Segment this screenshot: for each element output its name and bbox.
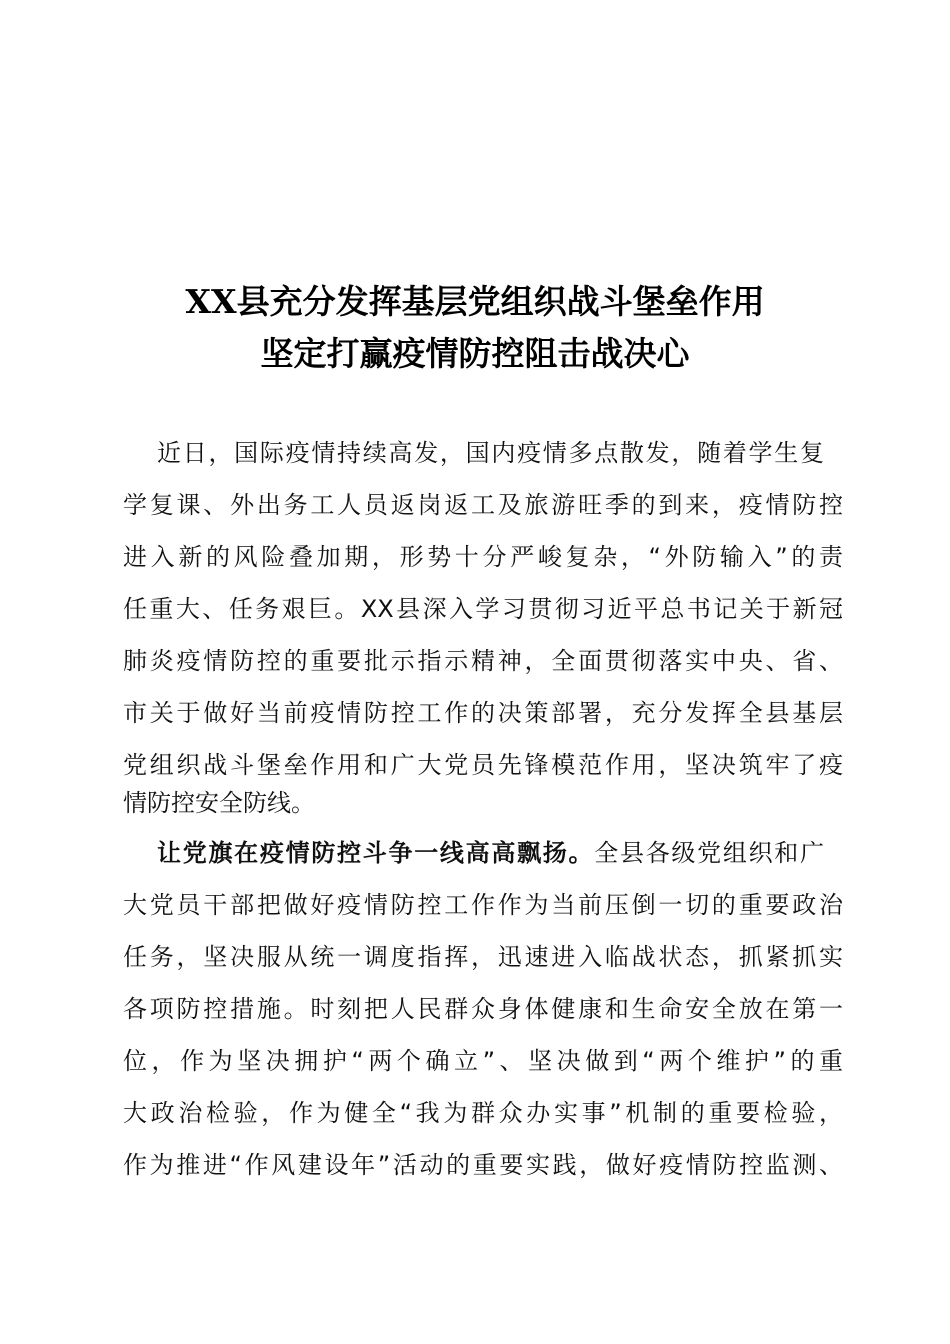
paragraph-2-line: 各项防控措施。时刻把人民群众身体健康和生命安全放在第一 (123, 995, 843, 1023)
paragraph-2-first-line-rest: 全县各级党组织和广 (594, 839, 825, 867)
paragraph-1-line: 任重大、任务艰巨。XX县深入学习贯彻习近平总书记关于新冠 (123, 595, 843, 623)
document-title-line-2: 坚定打赢疫情防控阻击战决心 (260, 334, 690, 373)
paragraph-1-line: 党组织战斗堡垒作用和广大党员先锋模范作用，坚决筑牢了疫 (123, 751, 843, 779)
paragraph-2-lead-heading: 让党旗在疫情防控斗争一线高高飘扬。 (157, 838, 595, 867)
paragraph-1-line: 进入新的风险叠加期，形势十分严峻复杂，“外防输入”的责 (123, 543, 843, 571)
paragraph-2-line: 大党员干部把做好疫情防控工作作为当前压倒一切的重要政治 (123, 891, 843, 919)
paragraph-1-line: 学复课、外出务工人员返岗返工及旅游旺季的到来，疫情防控 (123, 491, 843, 519)
paragraph-1-line: 肺炎疫情防控的重要批示指示精神，全面贯彻落实中央、省、 (123, 647, 843, 675)
paragraph-1-line: 近日，国际疫情持续高发，国内疫情多点散发，随着学生复 (157, 439, 824, 467)
paragraph-2-line: 任务，坚决服从统一调度指挥，迅速进入临战状态，抓紧抓实 (123, 943, 843, 971)
paragraph-2-line: 作为推进“作风建设年”活动的重要实践，做好疫情防控监测、 (123, 1151, 843, 1179)
paragraph-2-first-line (157, 825, 824, 881)
document-title-line-1: XX县充分发挥基层党组织战斗堡垒作用 (185, 282, 765, 321)
paragraph-2-line: 大政治检验，作为健全“我为群众办实事”机制的重要检验， (123, 1099, 843, 1127)
paragraph-1-line: 情防控安全防线。 (123, 789, 315, 817)
paragraph-1-line: 市关于做好当前疫情防控工作的决策部署，充分发挥全县基层 (123, 699, 843, 727)
paragraph-2-line: 位，作为坚决拥护“两个确立”、坚决做到“两个维护”的重 (123, 1047, 843, 1075)
